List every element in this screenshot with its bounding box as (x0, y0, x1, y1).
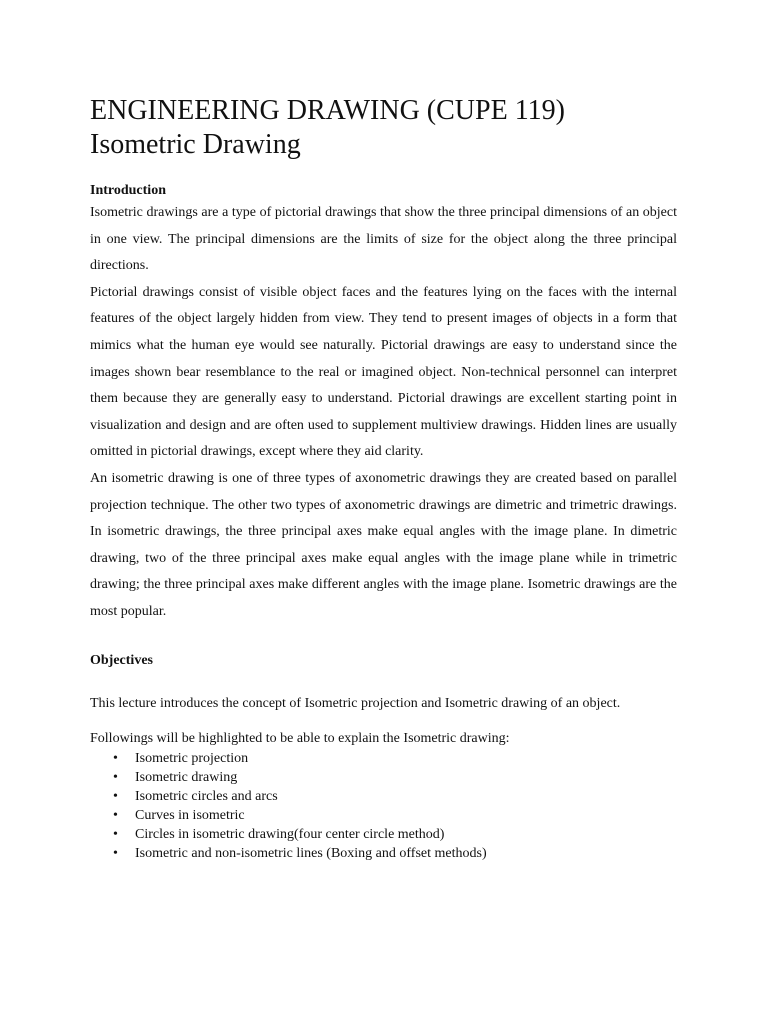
list-item-text: Isometric drawing (135, 769, 238, 785)
document-title (90, 94, 677, 162)
list-item-text: Isometric and non-isometric lines (Boxing and offset methods) (135, 845, 487, 861)
list-item-text: Circles in isometric drawing(four center circle method) (135, 826, 445, 842)
list-item (90, 844, 677, 863)
list-item-text: Isometric circles and arcs (135, 788, 278, 804)
lecture-intro-text: This lecture introduces the concept of Isometric projection and Isometric drawing of an object. (90, 695, 621, 711)
bullet-icon: • (113, 807, 118, 823)
objectives-heading: Objectives (90, 652, 153, 668)
list-item-text: Curves in isometric (135, 807, 245, 823)
bullet-icon: • (113, 788, 118, 804)
title-line-2: Isometric Drawing (90, 129, 301, 160)
bullet-icon: • (113, 826, 118, 842)
intro-paragraph-3: An isometric drawing is one of three types of axonometric drawings they are created based on parallel projection technique. The other two types of axonometric drawings are dimetric and trimetric drawings. In isometric drawings, the three principal axes make equal angles with the image plane. In dimetric drawing, two of the three principal axes make equal angles with the image plane while in trimetric drawing; the three principal axes make different angles with the image plane. Isometric drawings are the most popular. (90, 470, 677, 619)
list-item (90, 787, 677, 806)
bullet-icon: • (113, 769, 118, 785)
followings-text: Followings will be highlighted to be able to explain the Isometric drawing: (90, 730, 510, 746)
list-item (90, 749, 677, 768)
intro-paragraph-1: Isometric drawings are a type of pictorial drawings that show the three principal dimensions of an object in one view. The principal dimensions are the limits of size for the object along the three principal directions. (90, 205, 677, 274)
intro-paragraph-2: Pictorial drawings consist of visible object faces and the features lying on the faces with the internal features of the object largely hidden from view. They tend to present images of objects in a form that mimics what the human eye would see naturally. Pictorial drawings are easy to understand since the images shown bear resemblance to the real or imagined object. Non-technical personnel can interpret them because they are generally easy to understand. Pictorial drawings are excellent starting point in visualization and design and are often used to supplement multiview drawings. Hidden lines are usually omitted in pictorial drawings, except where they aid clarity. (90, 284, 677, 460)
bullet-icon: • (113, 750, 118, 766)
list-item (90, 768, 677, 787)
document-page (90, 94, 677, 863)
title-line-1: ENGINEERING DRAWING (CUPE 119) (90, 95, 565, 126)
list-item (90, 806, 677, 825)
introduction-heading: Introduction (90, 183, 166, 198)
list-item-text: Isometric projection (135, 750, 249, 766)
objectives-list (90, 749, 677, 863)
list-item (90, 825, 677, 844)
bullet-icon: • (113, 845, 118, 861)
